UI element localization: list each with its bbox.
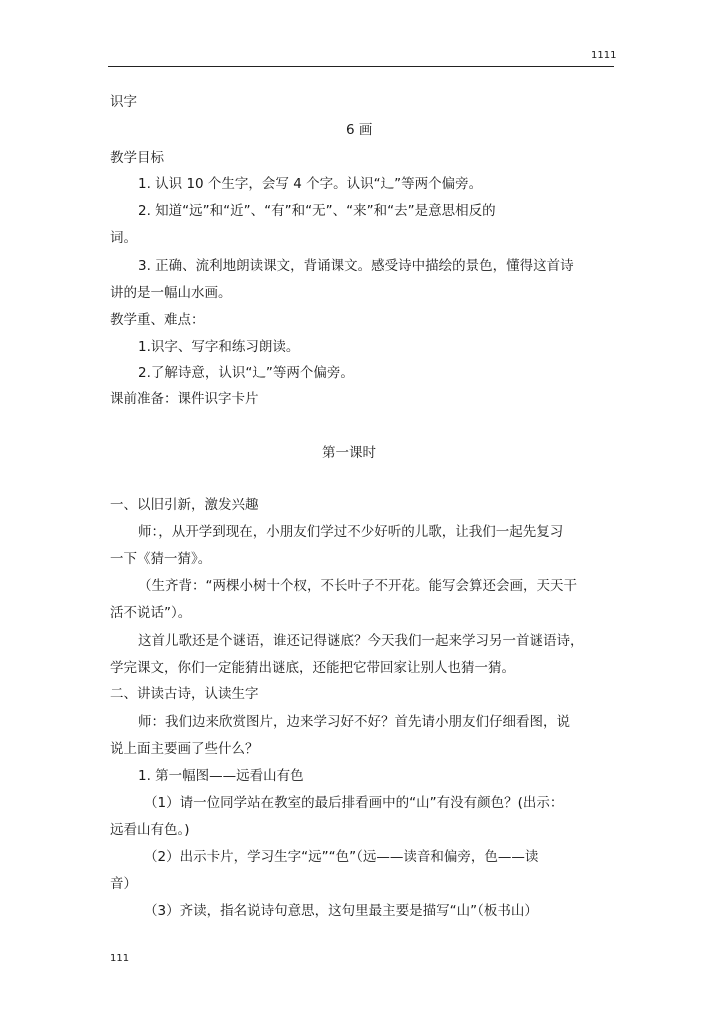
section-title: 识字 — [110, 94, 137, 110]
objective-2: 2. 知道“远”和“近”、“有”和“无”、“来”和“去”是意思相反的 — [138, 203, 496, 219]
period-title: 第一课时 — [322, 445, 376, 461]
paragraph-students-cont: 活不说话”）。 — [110, 605, 192, 621]
key-point-2: 2.了解诗意，认识“辶”等两个偏旁。 — [138, 365, 354, 381]
heading-objectives: 教学目标 — [110, 150, 164, 166]
paragraph-teacher-1: 师：，从开学到现在，小朋友们学过不少好听的儿歌，让我们一起先复习 — [138, 524, 564, 540]
part-two-heading: 二、讲读古诗，认读生字 — [110, 686, 259, 702]
paragraph-students: （生齐背：“两棵小树十个杈，不长叶子不开花。能写会算还会画，天天干 — [138, 578, 577, 594]
paragraph-riddle-cont: 学完课文，你们一定能猜出谜底，还能把它带回家让别人也猜一猜。 — [110, 660, 515, 676]
step-1: （1）请一位同学站在教室的最后排看画中的“山”有没有颜色？(出示： — [144, 795, 564, 811]
paragraph-riddle: 这首儿歌还是个谜语，谁还记得谜底？今天我们一起来学习另一首谜语诗， — [138, 633, 584, 649]
objective-1: 1. 认识 10 个生字，会写 4 个字。认识“辶”等两个偏旁。 — [138, 176, 483, 192]
objective-3-cont: 讲的是一幅山水画。 — [110, 285, 232, 301]
heading-key-points: 教学重、难点： — [110, 312, 205, 328]
key-point-1: 1.识字、写字和练习朗读。 — [138, 339, 300, 355]
preparation: 课前准备：课件识字卡片 — [110, 391, 259, 407]
part-one-heading: 一、以旧引新，激发兴趣 — [110, 497, 259, 513]
paragraph-teacher-1-cont: 一下《猜一猜》。 — [110, 551, 212, 567]
objective-3: 3. 正确、流利地朗读课文，背诵课文。感受诗中描绘的景色，懂得这首诗 — [138, 258, 574, 274]
footer-page-number: 111 — [110, 953, 130, 964]
step-1-cont: 远看山有色。) — [110, 822, 190, 838]
step-2-cont: 音） — [110, 876, 137, 892]
picture-one-heading: 1. 第一幅图——远看山有色 — [138, 768, 304, 784]
step-3: （3）齐读，指名说诗句意思，这句里最主要是描写“山”（板书山） — [144, 903, 538, 919]
paragraph-teacher-2: 师：我们边来欣赏图片，边来学习好不好？首先请小朋友们仔细看图，说 — [138, 714, 570, 730]
paragraph-teacher-2-cont: 说上面主要画了些什么？ — [110, 741, 259, 757]
header-rule — [108, 66, 614, 67]
lesson-title: 6 画 — [346, 122, 373, 138]
header-page-number: 1111 — [591, 50, 617, 61]
step-2: （2）出示卡片，学习生字“远”“色”（远——读音和偏旁，色——读 — [144, 849, 539, 865]
objective-2-cont: 词。 — [110, 230, 137, 246]
